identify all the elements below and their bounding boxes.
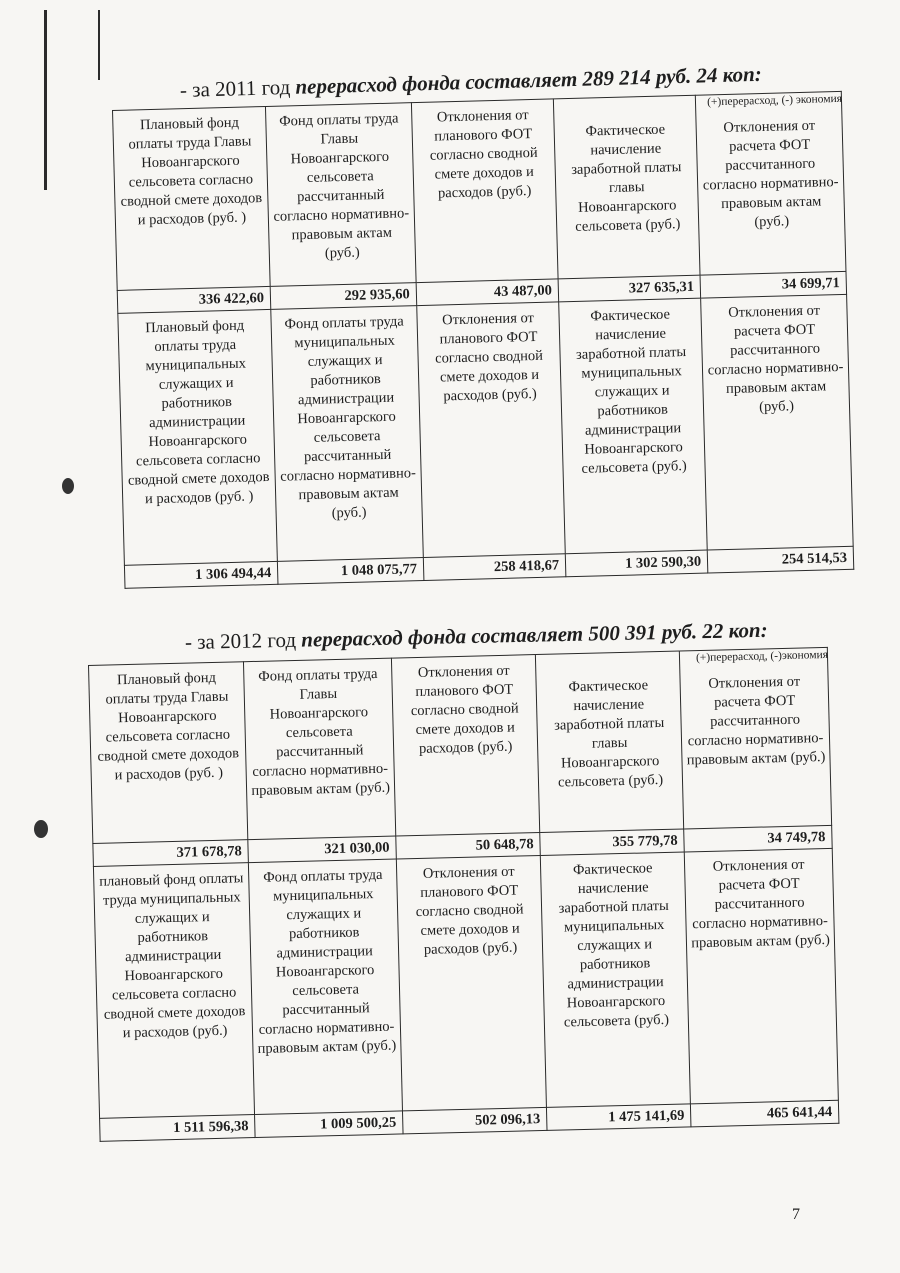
value-cell: 371 678,78 xyxy=(93,840,249,867)
value-cell: 258 418,67 xyxy=(423,554,566,581)
value-cell: 1 306 494,44 xyxy=(124,561,278,588)
fot-table-2012 xyxy=(88,647,839,1142)
page-number: 7 xyxy=(792,1206,800,1223)
header-cell: Отклонения от расчета ФОТ рассчитанного согласно нормативно-правовым актам (руб.) xyxy=(680,647,832,829)
scan-margin-line xyxy=(44,10,47,190)
value-cell: 502 096,13 xyxy=(402,1107,547,1134)
value-cell: 43 487,00 xyxy=(416,279,559,306)
header-cell: плановый фонд оплаты труда муниципальных служащих и работников администрации Новоангарского сельсовета согласно сводной смете доходов и расходов (руб.) xyxy=(93,863,254,1119)
table-section-2011 xyxy=(112,91,854,589)
heading-prefix: - за 2011 год xyxy=(179,74,291,102)
value-cell: 34 749,78 xyxy=(684,825,832,852)
value-cell: 1 511 596,38 xyxy=(100,1115,256,1142)
value-cell: 1 475 141,69 xyxy=(547,1104,692,1131)
header-cell: Фонд оплаты труда Главы Новоангарского сельсовета рассчитанный согласно нормативно-правовым актам (руб.) xyxy=(244,658,396,840)
value-cell: 336 422,60 xyxy=(117,286,271,313)
value-cell: 1 302 590,30 xyxy=(565,550,708,577)
legend-note: (+)перерасход, (-)экономия xyxy=(695,648,829,665)
heading-emphasis: перерасход фонда составляет 289 214 руб. 24 коп: xyxy=(295,61,763,99)
value-cell: 34 699,71 xyxy=(700,271,846,298)
header-cell: Фонд оплаты труда муниципальных служащих и работников администрации Новоангарского сельсовета рассчитанный согласно нормативно-правовым актам (руб.) xyxy=(249,859,403,1115)
value-cell: 1 048 075,77 xyxy=(277,558,423,585)
value-cell: 327 635,31 xyxy=(558,275,701,302)
heading-prefix: - за 2012 год xyxy=(184,627,297,654)
value-cell: 465 641,44 xyxy=(691,1100,839,1127)
header-cell: Отклонения от планового ФОТ согласно сводной смете доходов и расходов (руб.) xyxy=(417,302,566,558)
ink-speck xyxy=(34,820,48,838)
header-cell: Отклонения от планового ФОТ согласно сводной смете доходов и расходов (руб.) xyxy=(411,99,558,283)
header-cell: Фактическое начисление заработной платы муниципальных служащих и работников администрации Новоангарского сельсовета (руб.) xyxy=(540,852,690,1107)
value-cell: 292 935,60 xyxy=(270,283,416,310)
header-cell: Отклонения от планового ФОТ согласно сводной смете доходов и расходов (руб.) xyxy=(391,655,539,836)
header-cell: Фактическое начисление заработной платы главы Новоангарского сельсовета (руб.) xyxy=(553,95,700,279)
header-cell: Плановый фонд оплаты труда Главы Новоангарского сельсовета согласно сводной смете доходов и расходов (руб. ) xyxy=(113,106,271,290)
table-row xyxy=(89,647,832,843)
value-cell: 254 514,53 xyxy=(707,546,853,573)
value-cell: 321 030,00 xyxy=(248,836,396,863)
scan-margin-line xyxy=(98,10,100,80)
header-cell: Отклонения от расчета ФОТ рассчитанного согласно нормативно-правовым актам (руб.) xyxy=(695,91,846,275)
header-cell: Фонд оплаты труда муниципальных служащих и работников администрации Новоангарского сельсовета рассчитанный согласно нормативно-правовым актам (руб.) xyxy=(271,306,423,562)
header-cell: Фактическое начисление заработной платы главы Новоангарского сельсовета (руб.) xyxy=(535,651,683,832)
fot-table-2011 xyxy=(112,91,854,589)
header-cell: Плановый фонд оплаты труда Главы Новоангарского сельсовета согласно сводной смете доходов и расходов (руб. ) xyxy=(89,662,248,844)
legend-note: (+)перерасход, (-) экономия xyxy=(706,92,843,109)
header-cell: Фонд оплаты труда Главы Новоангарского сельсовета рассчитанный согласно нормативно-правовым актам (руб.) xyxy=(266,103,416,287)
header-cell: Отклонения от расчета ФОТ рассчитанного согласно нормативно-правовым актам (руб.) xyxy=(684,848,838,1104)
table-row xyxy=(93,848,838,1118)
value-cell: 355 779,78 xyxy=(540,829,685,856)
value-cell: 50 648,78 xyxy=(396,833,541,860)
section-heading-2012 xyxy=(185,618,768,655)
header-cell: Фактическое начисление заработной платы муниципальных служащих и работников администрации Новоангарского сельсовета (руб.) xyxy=(559,298,708,554)
table-row xyxy=(113,91,846,290)
header-cell: Отклонения от планового ФОТ согласно сводной смете доходов и расходов (руб.) xyxy=(396,856,546,1111)
table-row xyxy=(118,294,853,565)
header-cell: Отклонения от расчета ФОТ рассчитанного согласно нормативно-правовым актам (руб.) xyxy=(701,294,853,550)
heading-emphasis: перерасход фонда составляет 500 391 руб. 22 коп: xyxy=(300,617,768,652)
value-cell: 1 009 500,25 xyxy=(255,1111,403,1138)
table-section-2012 xyxy=(88,647,839,1142)
ink-speck xyxy=(62,478,74,494)
header-cell: Плановый фонд оплаты труда муниципальных служащих и работников администрации Новоангарского сельсовета согласно сводной смете доходов и расходов (руб. ) xyxy=(118,309,278,565)
